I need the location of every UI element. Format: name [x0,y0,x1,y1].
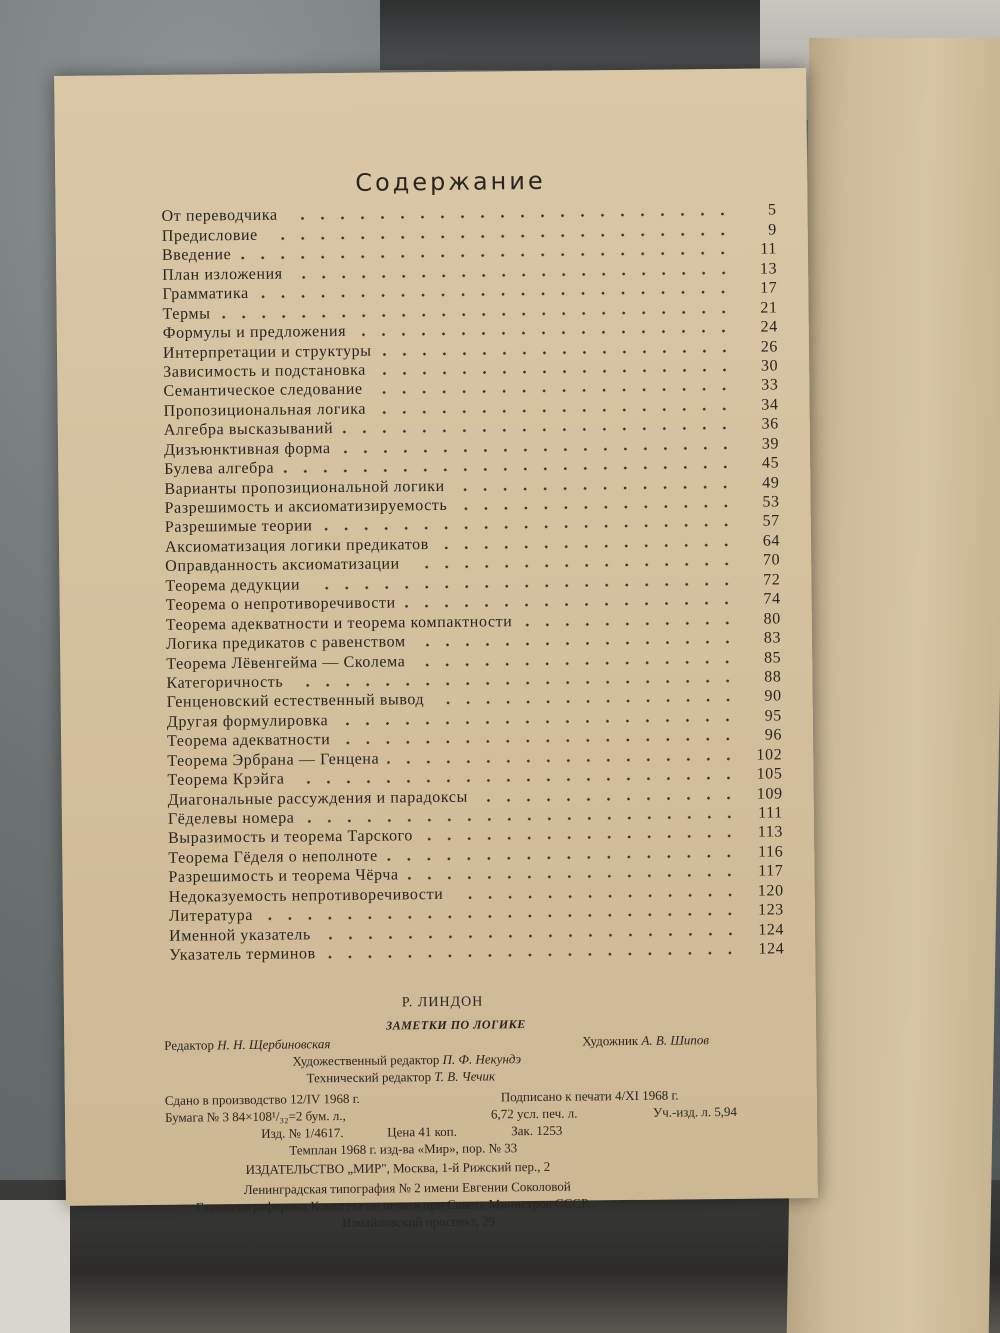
toc-leader-dots [414,640,737,647]
toc-entry-title: Дизъюнктивная форма [163,439,331,459]
toc-entry-title: Разрешимые теории [164,517,313,537]
imprint-block [164,973,774,1231]
background-white-patch [0,1200,70,1333]
toc-leader-dots [341,426,735,434]
toc-entry-page: 85 [763,648,782,667]
imprint-pub-sheets: Уч.-изд. л. 5,94 [652,1103,738,1120]
toc-entry-page: 88 [764,668,782,686]
toc-entry-page: 36 [761,415,779,433]
toc-entry-page: 102 [756,746,783,764]
toc-entry-title: Диагональные рассуждения и парадоксы [167,788,468,809]
toc-leader-dots [291,679,737,688]
toc-entry-title: Зависимость и подстановка [163,361,367,381]
toc-entry-title: Недоказуемость непротиворечивости [168,885,444,906]
toc-heading: Содержание [355,166,546,197]
background-dark-top [380,0,760,70]
toc-entry-page: 96 [764,726,783,744]
toc-entry-title: Введение [161,246,232,265]
tech-editor-name: Т. В. Чечик [434,1068,496,1085]
table-of-contents [161,200,784,964]
imprint-print-sheets: 6,72 усл. печ. л. [490,1105,578,1122]
toc-leader-dots [453,484,736,491]
toc-entry-title: Выразимость и теорема Тарского [168,827,414,848]
toc-entry-title: Другая формулировка [166,711,329,731]
toc-entry-page: 26 [760,337,779,356]
toc-leader-dots [319,931,740,939]
toc-entry-page: 53 [762,493,780,511]
toc-entry-page: 64 [762,532,781,550]
toc-leader-dots [321,523,736,531]
toc-entry-page: 24 [760,318,778,336]
toc-entry-title: Предисловие [161,226,258,245]
toc-entry-page: 83 [763,629,782,647]
toc-entry-page: 5 [767,201,777,219]
toc-entry-title: Алгебра высказываний [163,420,334,440]
toc-entry-page: 124 [758,940,785,958]
toc-entry-title: Теорема адекватности и теорема компактности [165,612,513,634]
imprint-signed: Подписано к печати 4/XI 1968 г. [500,1087,679,1105]
toc-leader-dots [413,659,737,666]
toc-entry-page: 49 [762,473,780,492]
toc-entry-title: Грамматика [162,285,249,304]
imprint-author: Р. ЛИНДОН [401,994,484,1011]
toc-entry-page: 90 [764,687,782,705]
toc-entry-page: 105 [756,765,783,783]
imprint-paper: Бумага № 3 84×108¹/₃₂=2 бум. л., [164,1107,346,1125]
toc-entry-title: Семантическое следование [163,381,363,401]
toc-entry-page: 33 [761,376,779,394]
toc-entry-page: 39 [761,435,780,453]
toc-leader-dots [421,834,739,841]
toc-entry-page: 124 [758,920,785,939]
imprint-book-title: ЗАМЕТКИ ПО ЛОГИКЕ [385,1017,526,1033]
toc-leader-dots [257,290,734,299]
toc-leader-dots [371,387,735,395]
toc-entry-title: Литература [168,907,254,925]
toc-leader-dots [291,271,734,280]
toc-entry-title: Генценовский естественный вывод [166,691,425,712]
toc-entry-page: 17 [760,279,778,297]
toc-entry-title: Теорема о непротиворечивости [165,594,396,615]
art-editor-label: Художественный редактор [292,1051,440,1069]
toc-leader-dots [407,873,740,880]
toc-entry-title: Теорема Крэйга [167,770,285,789]
imprint-printer-line2: Главполиграфпрома Комитета по печати при Совете Министров СССР. [195,1195,590,1215]
toc-entry-page: 57 [762,512,780,531]
toc-entry-title: Разрешимость и теорема Чёрча [168,866,399,887]
toc-entry-title: Разрешимость и аксиоматизируемость [164,496,448,517]
toc-entry-title: Теорема адекватности [166,731,331,751]
toc-entry-page: 30 [760,357,779,375]
toc-entry-page: 34 [761,396,779,414]
artist-label: Художник [582,1032,639,1049]
imprint-production: Сдано в производство 12/IV 1968 г. [164,1090,360,1108]
toc-entry-title: Термы [162,304,211,323]
imprint-editor-line [164,1036,330,1054]
toc-leader-dots [520,620,736,626]
toc-entry-title: Теорема Эрбрана — Генцена [167,750,380,770]
toc-entry-title: От переводчика [161,207,278,226]
toc-entry-title: Булева алгебра [164,459,275,478]
toc-leader-dots [380,348,734,356]
imprint-artist-line [582,1032,709,1049]
toc-entry-title: Аксиоматизация логики предикатов [164,535,429,556]
toc-leader-dots [374,407,735,415]
toc-leader-dots [404,601,737,608]
toc-entry-page: 109 [756,784,783,803]
toc-entry-page: 120 [757,882,784,900]
toc-entry-page: 21 [760,299,778,317]
toc-leader-dots [266,232,733,241]
toc-leader-dots [324,951,741,959]
toc-leader-dots [293,776,739,785]
toc-entry-title: Теорема дедукции [165,576,301,595]
imprint-order: Зак. 1253 [511,1122,563,1139]
toc-entry-page: 116 [757,843,784,861]
art-editor-name: П. Ф. Некундэ [442,1051,522,1067]
toc-leader-dots [387,757,738,765]
toc-leader-dots [374,368,734,376]
toc-entry-title: Логика предикатов с равенством [165,633,406,653]
toc-entry-page: 113 [757,823,784,842]
toc-entry-title: План изложения [162,265,283,284]
toc-leader-dots [476,795,739,802]
tech-editor-label: Технический редактор [306,1069,432,1086]
toc-entry-title: Оправданность аксиоматизации [165,555,400,576]
toc-entry-page: 9 [768,221,777,239]
toc-leader-dots [336,718,738,726]
toc-entry-page: 11 [760,240,778,258]
toc-leader-dots [286,212,733,221]
toc-entry-title: Гёделевы номера [167,809,295,828]
imprint-price: Цена 41 коп. [387,1123,458,1140]
toc-leader-dots [339,446,735,454]
toc-entry-page: 123 [757,901,784,919]
toc-entry-page: 80 [763,610,781,628]
toc-leader-dots [437,543,736,550]
toc-leader-dots [455,504,735,511]
book-page [54,68,818,1231]
artist-name: А. В. Шипов [641,1032,710,1048]
editor-label: Редактор [164,1037,215,1053]
toc-entry-title: Теорема Гёделя о неполноте [168,847,378,867]
toc-entry-page: 70 [762,551,781,569]
toc-leader-dots [354,329,734,337]
toc-leader-dots [386,854,740,862]
toc-entry-title: Категоричность [166,673,284,692]
toc-entry-title: Формулы и предложения [162,322,347,342]
facing-page-edge [787,38,1000,1333]
toc-entry-page: 45 [761,454,780,472]
editor-name: Н. Н. Щербиновская [217,1036,331,1053]
toc-entry-title: Варианты пропозициональной логики [164,477,445,498]
toc-entry-page: 74 [763,590,781,608]
toc-leader-dots [261,912,740,921]
imprint-publisher: ИЗДАТЕЛЬСТВО „МИР", Москва, 1-й Рижский пер., 2 [245,1158,551,1178]
toc-entry-title: Указатель терминов [169,945,316,964]
imprint-printer-line1: Ленинградская типография № 2 имени Евгении Соколовой [243,1178,571,1198]
imprint-pub-number: Изд. № 1/4617. [261,1124,344,1141]
toc-leader-dots [432,698,737,705]
toc-leader-dots [408,562,736,569]
toc-entry-page: 95 [764,707,782,725]
toc-entry-title: Теорема Лёвенгейма — Сколема [166,652,406,673]
toc-entry-page: 72 [763,571,781,589]
toc-leader-dots [451,893,739,900]
toc-entry-title: Именной указатель [169,925,311,945]
toc-entry-title: Интерпретации и структуры [162,342,372,362]
imprint-templan: Темплан 1968 г. изд-ва «Мир», пор. № 33 [289,1140,518,1158]
imprint-printer-line3: Измайловский проспект, 29 [342,1213,495,1231]
imprint-art-editor-line [292,1051,521,1069]
toc-leader-dots [338,737,738,745]
toc-leader-dots [302,815,738,824]
toc-entry-page: 111 [758,804,783,822]
toc-entry-title: Пропозициональная логика [163,400,367,420]
toc-entry-page: 13 [759,260,778,278]
toc-leader-dots [282,465,735,474]
imprint-tech-editor-line [307,1068,496,1086]
toc-leader-dots [308,582,736,590]
toc-entry-page: 117 [758,862,784,880]
